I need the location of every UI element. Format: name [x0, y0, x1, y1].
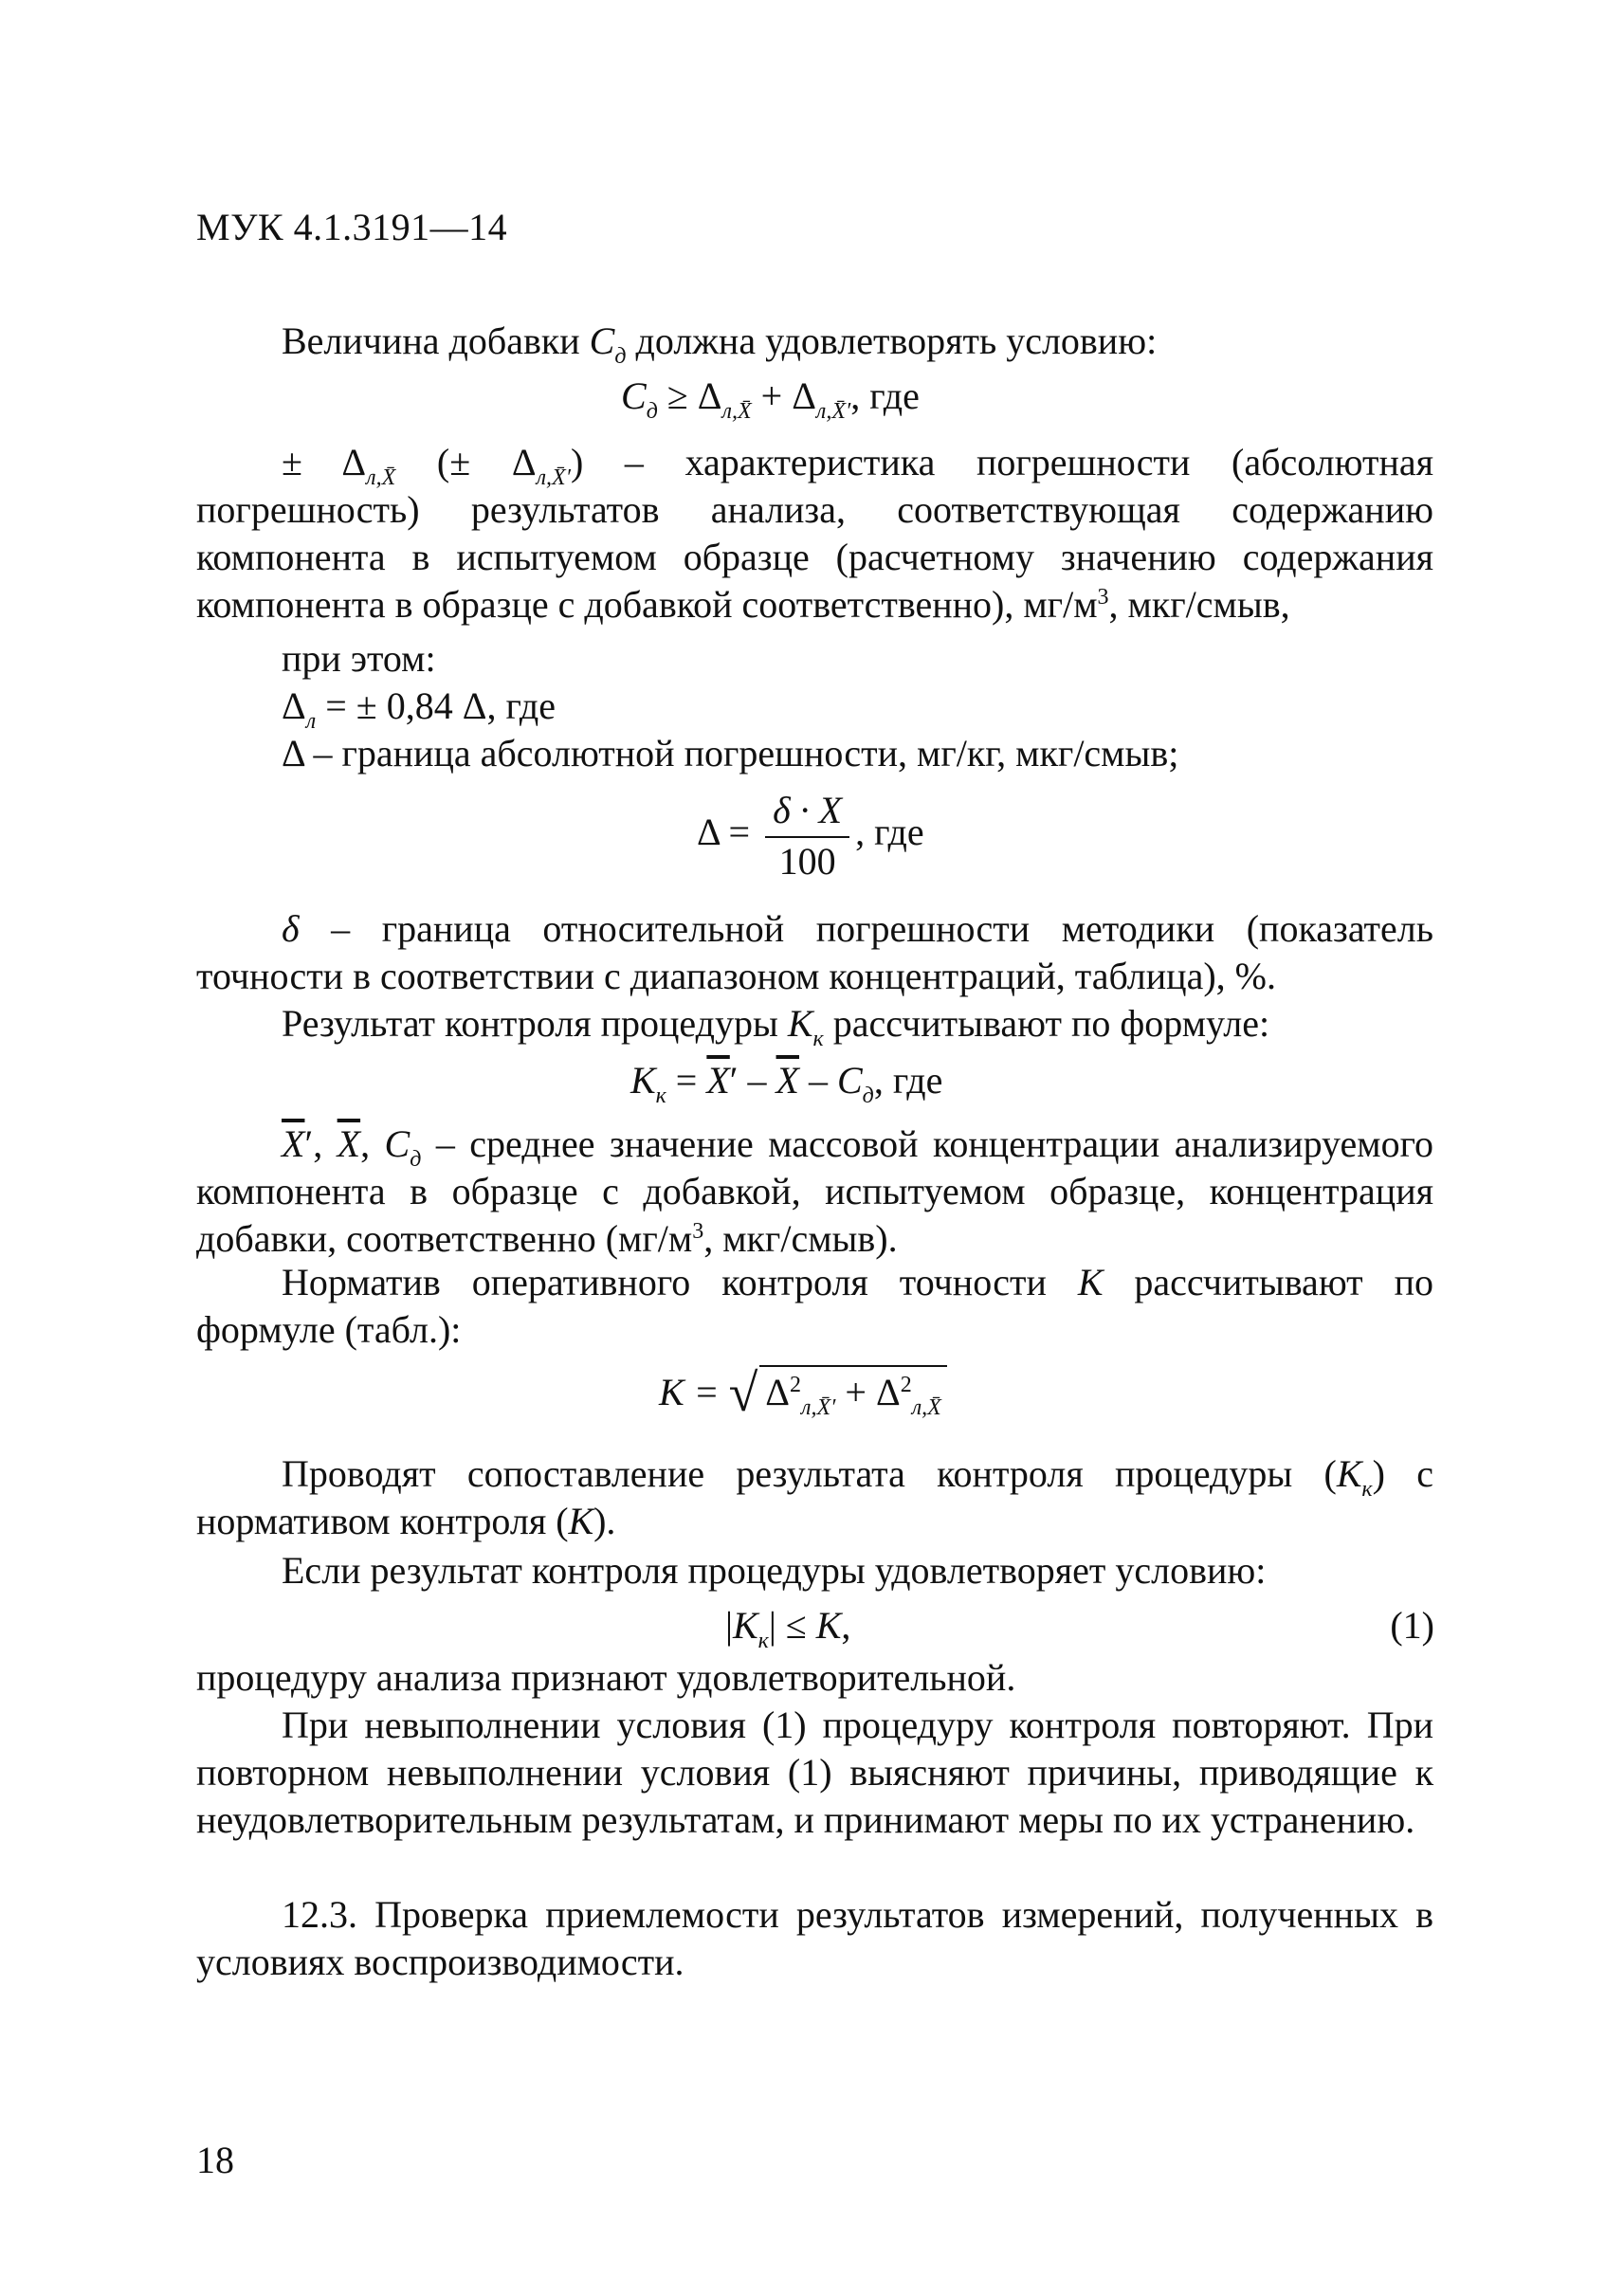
fraction: $\frac{\delta \cdot X}{100}$	[765, 787, 849, 885]
paragraph-satisfactory: процедуру анализа признают удовлетворительной.	[196, 1656, 1016, 1699]
paragraph-control-norm: Норматив оперативного контроля точности К рассчитывают по формуле (табл.):	[196, 1261, 1434, 1351]
equation-number: (1)	[1390, 1604, 1434, 1647]
formula-control-norm: К = √ $\Delta^2_{л,X̄'} + \Delta^2_{л,X̄}$	[659, 1365, 947, 1417]
document-code-header: МУК 4.1.3191—14	[196, 206, 508, 248]
formula-control-result: $К_к = \overline{X}' - \overline{X} - С_д$, где	[630, 1059, 943, 1108]
paragraph-additive-condition: Величина добавки $С_д$ должна удовлетворять условию:	[282, 319, 1158, 369]
paragraph-delta-relative: δ – граница относительной погрешности методики (показатель точности в соответствии с диапазоном концентраций, таблица), %.	[196, 907, 1433, 997]
paragraph-mean-values: $\overline{X}'$, $\overline{X}$, $С_д$ – среднее значение массовой концентрации анализируемого компонента в образце с добавкой, испытуемом образце, концентрация добавки, соответственно ($мг/м^3$, мкг/смыв).	[196, 1122, 1433, 1260]
paragraph-section-12-3: 12.3. Проверка приемлемости результатов измерений, полученных в условиях воспроизводимости.	[196, 1893, 1433, 1983]
radical-sign-icon: √	[728, 1364, 758, 1423]
formula-additive-condition: $С_д \ge \Delta_{л,X̄} + \Delta_{л,X̄'}$, где	[621, 374, 920, 424]
text-at-that: при этом:	[282, 637, 436, 680]
paragraph-repeat-control: При невыполнении условия (1) процедуру контроля повторяют. При повторном невыполнении условия (1) выясняют причины, приводящие к неудовлетворительным результатам, и принимают меры по их устранению.	[196, 1704, 1433, 1841]
paragraph-comparison: Проводят сопоставление результата контроля процедуры $(К_к)$ с нормативом контроля (К).	[196, 1452, 1433, 1542]
page-number: 18	[196, 2139, 234, 2181]
text-delta-definition: Δ – граница абсолютной погрешности, мг/кг, мкг/смыв;	[282, 732, 1179, 774]
paragraph-error-characteristic: ± $\Delta_{л,X̄}$ (± $\Delta_{л,X̄'}$) – характеристика погрешности (абсолютная погрешность) результатов анализа, соответствующая содержанию компонента в испытуемом образце (расчетному значению содержания компонента в образце с добавкой соответственно), $мг/м^3$, мкг/смыв,	[196, 441, 1434, 626]
paragraph-if-condition: Если результат контроля процедуры удовлетворяет условию:	[282, 1549, 1267, 1592]
formula-condition-1: $|К_к| \le К$,	[725, 1604, 851, 1653]
paragraph-control-result: Результат контроля процедуры $К_к$ рассчитывают по формуле:	[282, 1002, 1270, 1051]
radicand: $\Delta^2_{л,X̄'} + \Delta^2_{л,X̄}$	[759, 1365, 947, 1416]
text-delta-l-definition: $\Delta_л$ = ± 0,84 Δ, где	[282, 684, 556, 734]
formula-delta-fraction: Δ = $\frac{\delta \cdot X}{100}$ , где	[697, 787, 924, 885]
